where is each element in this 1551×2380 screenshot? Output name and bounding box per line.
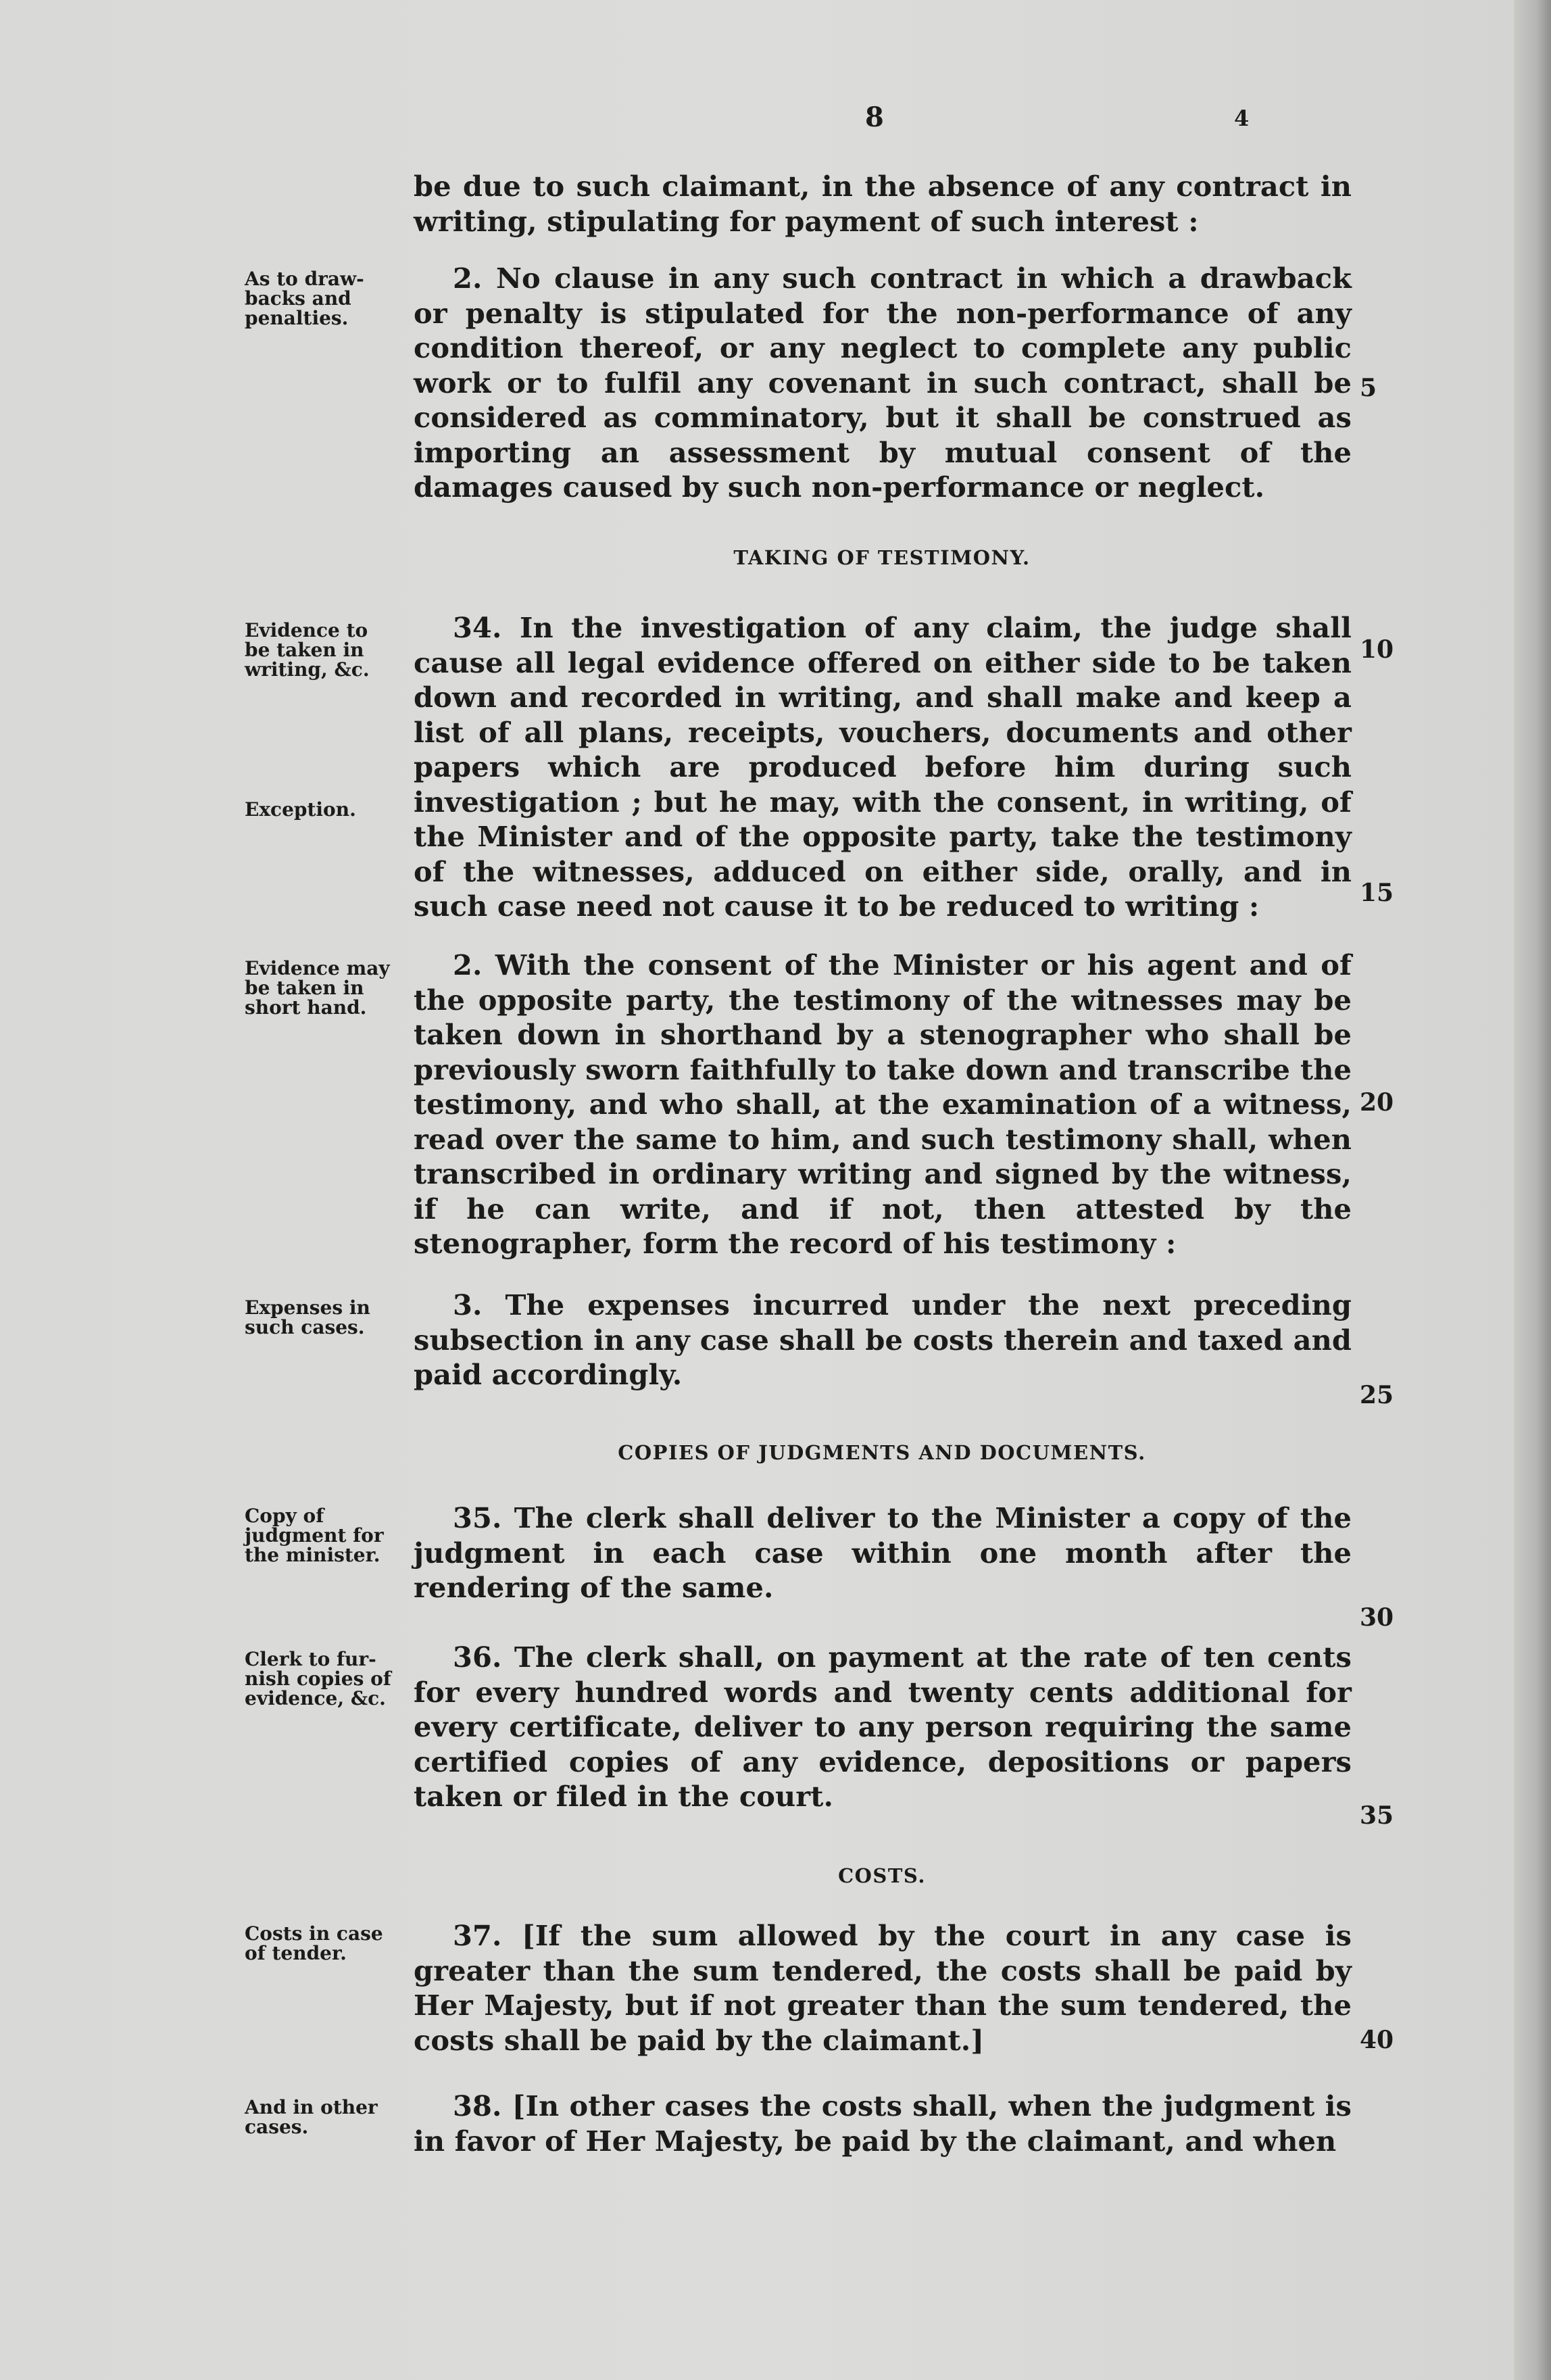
section-number: 38. (453, 2089, 502, 2122)
heading-copies-of-judgments: COPIES OF JUDGMENTS AND DOCUMENTS. (618, 1441, 1146, 1464)
paragraph-drawbacks (414, 261, 1352, 505)
margin-note-copy-judgment: Copy of judgment for the minister. (245, 1505, 384, 1566)
margin-note-exception: Exception. (245, 798, 356, 821)
paragraph-text: No clause in any such contract in which a drawback or penalty is stipulated for the non-performance of any condition thereof, or any neglect to complete any public work or to fulfil any covenant in such contract, shall be considered as comminatory, but it shall be construed as importing an assessment by mutual consent of the damages caused by such non-performance or neglect. (414, 262, 1352, 504)
paragraph-section-36 (414, 1640, 1352, 1814)
paragraph-text: be due to such claimant, in the absence of any contract in writing, stipulating for payment of such interest : (414, 170, 1352, 238)
page-edge-shadow (1514, 0, 1551, 2380)
paragraph-text: With the consent of the Minister or his agent and of the opposite party, the testimony of the witnesses may be taken down in shorthand by a stenographer who shall be previously sworn faithfully to take down and transcribe the testimony, and who shall, at the examination of a witness, read over the same to him, and such testimony shall, when transcribed in ordinary writing and signed by the witness, if he can write, and if not, then attested by the stenographer, form the record of his testimony : (414, 948, 1352, 1260)
section-number: 34. (453, 611, 502, 644)
margin-note-shorthand: Evidence may be taken in short hand. (245, 957, 390, 1019)
section-number: 36. (453, 1641, 502, 1674)
line-number: 25 (1360, 1381, 1394, 1409)
line-number: 20 (1360, 1088, 1394, 1117)
margin-note-other-cases: And in other cases. (245, 2096, 378, 2138)
paragraph-text: The expenses incurred under the next preceding subsection in any case shall be costs therein and taxed and paid accordingly. (414, 1288, 1352, 1391)
margin-note-expenses: Expenses in such cases. (245, 1296, 370, 1338)
line-number: 5 (1360, 374, 1377, 402)
section-number: 2. (453, 948, 483, 981)
paragraph-text: [If the sum allowed by the court in any case is greater than the sum tendered, the costs shall be paid by Her Majesty, but if not greater than the sum tendered, the costs shall be paid by the claimant.] (414, 1919, 1352, 2057)
corner-mark: 4 (1234, 105, 1250, 131)
heading-taking-of-testimony: TAKING OF TESTIMONY. (733, 546, 1031, 569)
margin-note-costs-tender: Costs in case of tender. (245, 1922, 383, 1964)
section-number: 2. (453, 262, 483, 295)
section-number: 3. (453, 1288, 483, 1321)
line-number: 30 (1360, 1603, 1394, 1632)
section-number: 37. (453, 1919, 502, 1952)
line-number: 40 (1360, 2026, 1394, 2054)
margin-note-clerk-copies: Clerk to fur- nish copies of evidence, &c. (245, 1648, 391, 1709)
paragraph-continuation (414, 169, 1352, 239)
line-number: 10 (1360, 635, 1394, 664)
margin-note-evidence-writing: Evidence to be taken in writing, &c. (245, 619, 370, 681)
heading-costs: COSTS. (838, 1864, 926, 1887)
paragraph-expenses (414, 1288, 1352, 1392)
page-number: 8 (865, 101, 884, 133)
paragraph-section-38 (414, 2089, 1352, 2158)
margin-note-drawbacks: As to draw- backs and penalties. (245, 268, 364, 329)
paragraph-section-37 (414, 1918, 1352, 2058)
section-number: 35. (453, 1501, 502, 1534)
paragraph-text: The clerk shall deliver to the Minister a copy of the judgment in each case within one month after the rendering of the same. (414, 1501, 1352, 1604)
paragraph-section-34 (414, 610, 1352, 924)
line-number: 15 (1360, 879, 1394, 907)
line-number: 35 (1360, 1801, 1394, 1830)
paragraph-text: [In other cases the costs shall, when the judgment is in favor of Her Majesty, be paid by the claimant, and when (414, 2089, 1352, 2158)
paragraph-shorthand (414, 948, 1352, 1261)
paragraph-text: In the investigation of any claim, the judge shall cause all legal evidence offered on either side to be taken down and recorded in writing, and shall make and keep a list of all plans, receipts, vouchers, documents and other papers which are produced before him during such investigation ; but he may, with the consent, in writing, of the Minister and of the opposite party, take the testimony of the witnesses, adduced on either side, orally, and in such case need not cause it to be reduced to writing : (414, 611, 1352, 923)
paragraph-text: The clerk shall, on payment at the rate of ten cents for every hundred words and twenty cents additional for every certificate, deliver to any person requiring the same certified copies of any evidence, depositions or papers taken or filed in the court. (414, 1641, 1352, 1813)
paragraph-section-35 (414, 1501, 1352, 1605)
